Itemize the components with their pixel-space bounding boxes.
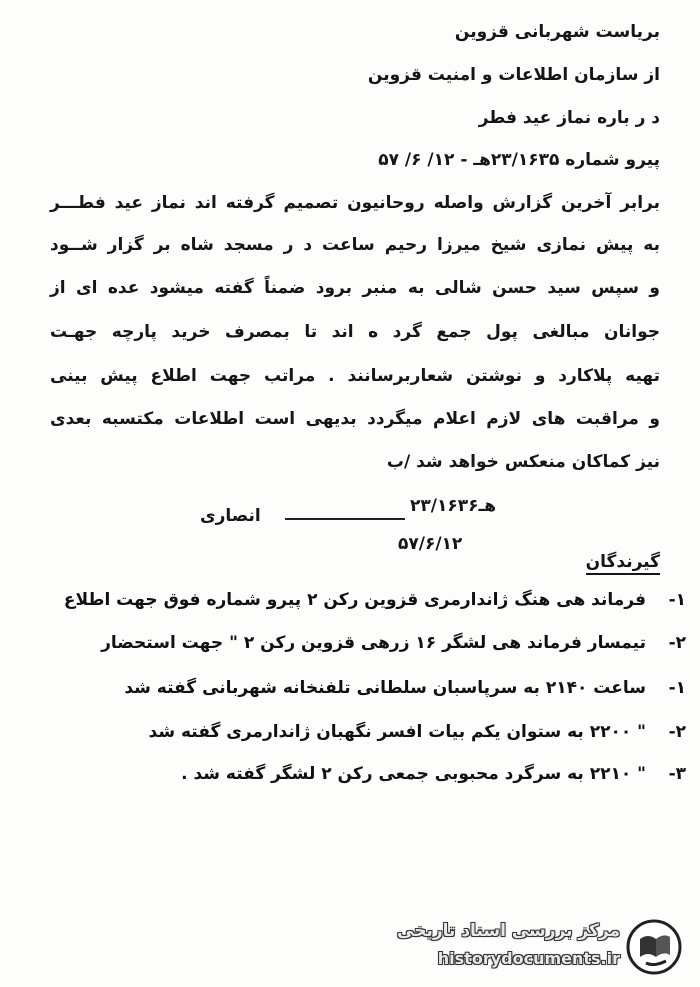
header-subject: د ر باره نماز عید فطر	[478, 108, 660, 128]
watermark	[392, 917, 682, 977]
recipient-text: تیمسار فرماند هی لشگر ۱۶ زرهی قزوین رکن ۲ " جهت استحضار	[101, 633, 646, 653]
recipients-heading	[586, 552, 660, 572]
watermark-url: historydocuments.ir	[437, 949, 620, 968]
recipient-num: -۱	[668, 590, 686, 610]
note-text: " ۲۲۰۰ به ستوان یکم بیات افسر نگهبان ژاندارمری گفته شد	[148, 722, 646, 742]
signature-number: ۲۳/۱۶۳۶هـ	[410, 496, 497, 516]
body-line-4: جوانان مبالغی پول جمع گرد ه اند تا بمصرف خرید پارچه جهـت	[50, 322, 660, 342]
note-item	[14, 764, 686, 794]
recipient-item	[14, 633, 686, 663]
note-num: -۲	[668, 722, 686, 742]
recipient-item	[14, 590, 686, 620]
recipient-num: -۲	[668, 633, 686, 653]
note-text: ساعت ۲۱۴۰ به سرپاسبان سلطانی تلفنخانه شهربانی گفته شد	[124, 678, 646, 698]
body-line-5: تهیه پلاکارد و نوشتن شعاربرسانند . مراتب جهت اطلاع پیش بینی	[50, 366, 660, 386]
signature-name: انصاری	[200, 506, 261, 526]
header-to: بریاست شهربانی قزوین	[454, 22, 660, 42]
recipient-text: فرماند هی هنگ ژاندارمری قزوین رکن ۲ پیرو شماره فوق جهت اطلاع	[63, 590, 646, 610]
body-line-3: و سپس سید حسن شالی به منبر برود ضمناً گفته میشود عده ای از	[50, 278, 660, 298]
document-center-logo-icon	[626, 919, 682, 975]
header-from: از سازمان اطلاعات و امنیت قزوین	[367, 65, 660, 85]
body-line-1: برابر آخرین گزارش واصله روحانیون تصمیم گرفته اند نماز عید فطـــر	[50, 193, 660, 213]
body-line-7: نیز کماکان منعکس خواهد شد /ب	[386, 452, 660, 472]
note-item	[14, 722, 686, 752]
signature-date: ۵۷/۶/۱۲	[398, 534, 463, 554]
note-num: -۱	[668, 678, 686, 698]
note-item	[14, 678, 686, 708]
watermark-title: مرکز بررسی اسناد تاریخی	[397, 921, 620, 941]
recipients-heading-text: گیرندگان	[586, 552, 660, 575]
signature-dash	[285, 518, 405, 520]
header-reference: پیرو شماره ۲۳/۱۶۳۵هـ - ۱۲/ ۶/ ۵۷	[378, 150, 660, 170]
note-text: " ۲۲۱۰ به سرگرد محبوبی جمعی رکن ۲ لشگر گفته شد .	[181, 764, 646, 784]
body-line-6: و مراقبت های لازم اعلام میگردد بدیهی است اطلاعات مکتسبه بعدی	[50, 409, 660, 429]
body-line-2: به پیش نمازی شیخ میرزا رحیم ساعت د ر مسجد شاه بر گزار شــود	[50, 235, 660, 255]
note-num: -۳	[668, 764, 686, 784]
